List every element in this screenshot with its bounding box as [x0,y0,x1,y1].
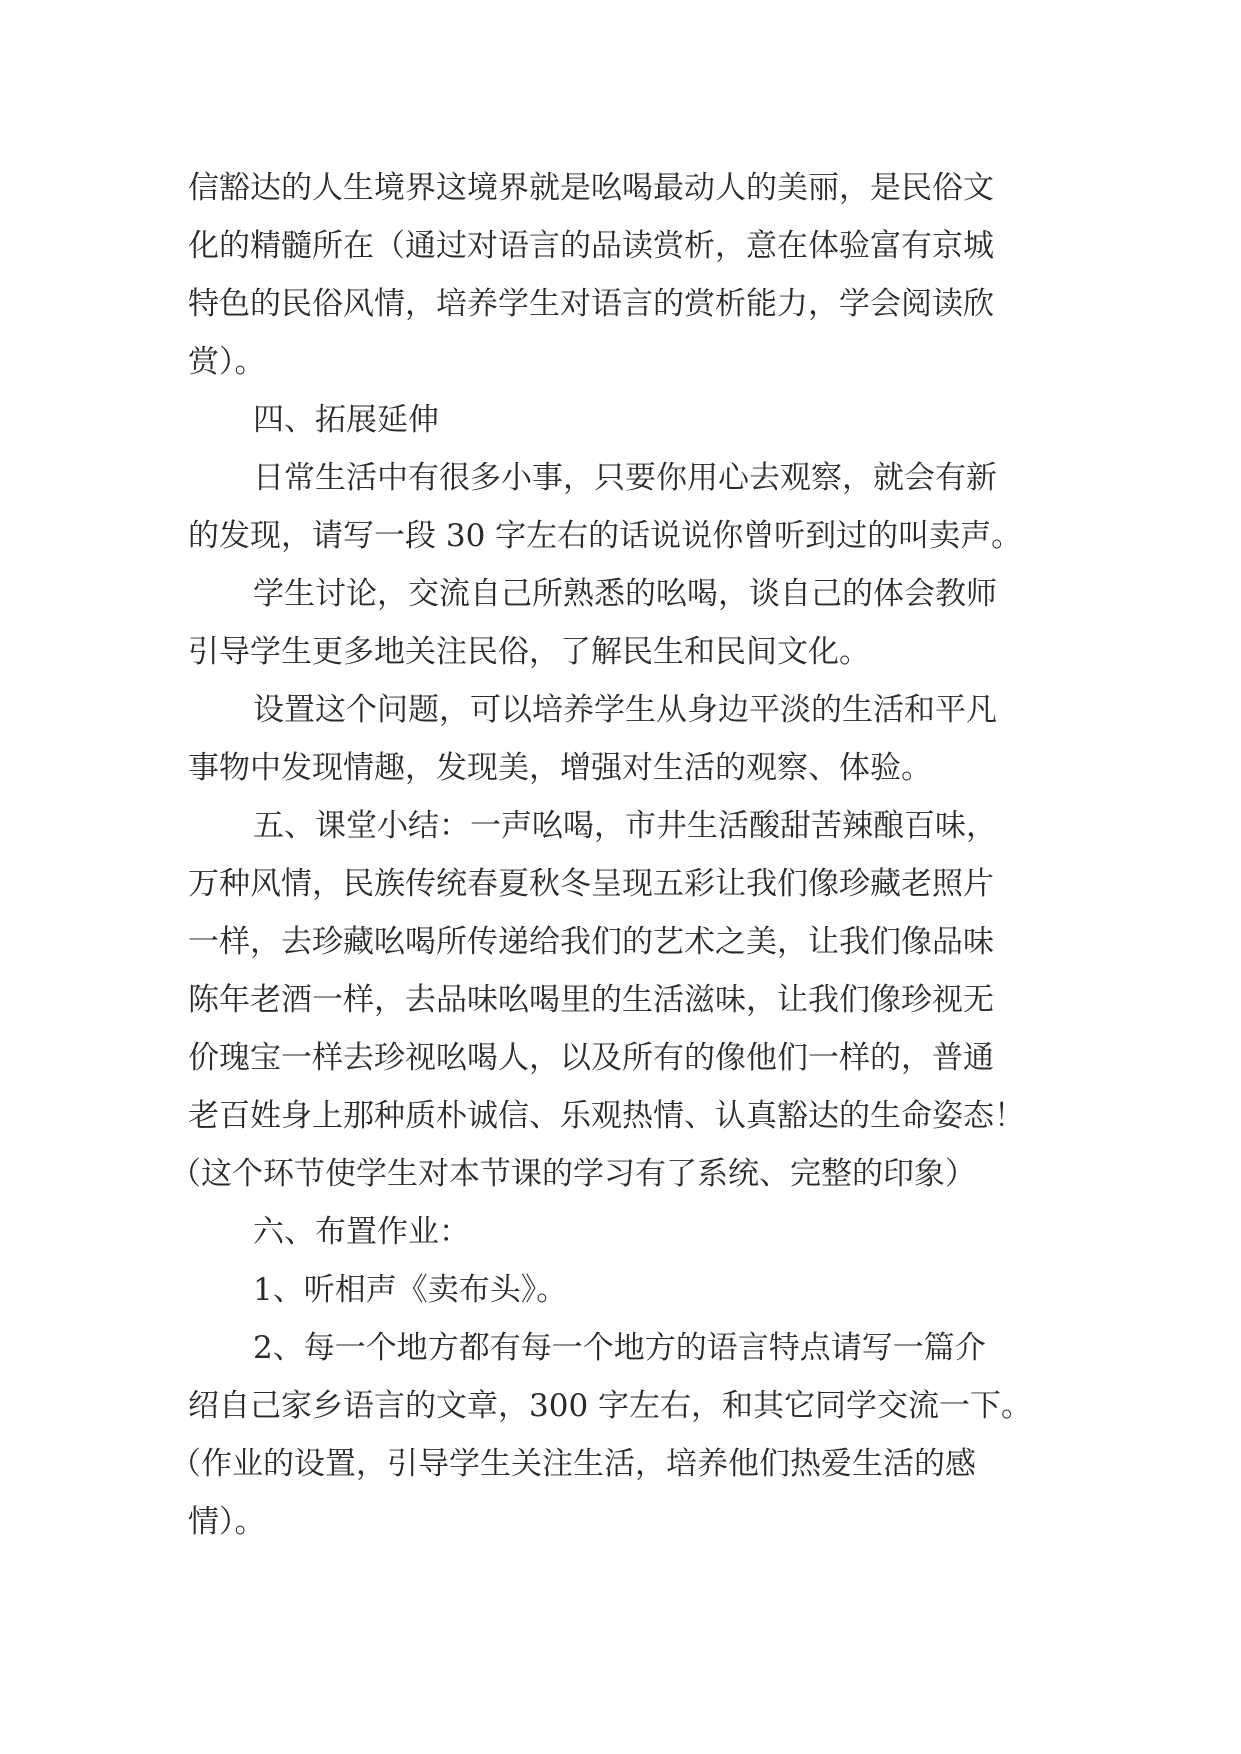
text-line: 老百姓身上那种质朴诚信、乐观热情、认真豁达的生命姿态！ [188,1098,1025,1134]
list-item: 2、每一个地方都有每一个地方的语言特点请写一篇介 [253,1330,986,1366]
text-line: 日常生活中有很多小事，只要你用心去观察，就会有新 [253,460,997,496]
text-line: 信豁达的人生境界这境界就是吆喝最动人的美丽，是民俗文 [188,170,994,206]
section-heading: 四、拓展延伸 [253,402,439,438]
text-line: 化的精髓所在（通过对语言的品读赏析，意在体验富有京城 [188,228,994,264]
section-heading: 六、布置作业： [253,1214,470,1250]
text-line: 价瑰宝一样去珍视吆喝人，以及所有的像他们一样的，普通 [188,1040,994,1076]
text-line: 绍自己家乡语言的文章，300 字左右，和其它同学交流一下。 [188,1388,1033,1424]
section-heading: 五、课堂小结：一声吆喝，市井生活酸甜苦辣酿百味， [253,808,997,844]
text-line: （作业的设置，引导学生关注生活，培养他们热爱生活的感 [170,1446,976,1482]
list-item: 1、听相声《卖布头》。 [253,1272,568,1308]
text-line: 情）。 [188,1504,266,1540]
text-line: 一样，去珍藏吆喝所传递给我们的艺术之美，让我们像品味 [188,924,994,960]
text-line: 的发现，请写一段 30 字左右的话说说你曾听到过的叫卖声。 [188,518,1023,554]
text-line: （这个环节使学生对本节课的学习有了系统、完整的印象） [170,1156,976,1192]
text-line: 赏）。 [188,344,266,380]
text-line: 引导学生更多地关注民俗，了解民生和民间文化。 [188,634,870,670]
text-line: 陈年老酒一样，去品味吆喝里的生活滋味，让我们像珍视无 [188,982,994,1018]
text-line: 事物中发现情趣，发现美，增强对生活的观察、体验。 [188,750,932,786]
text-line: 特色的民俗风情，培养学生对语言的赏析能力，学会阅读欣 [188,286,994,322]
text-line: 设置这个问题，可以培养学生从身边平淡的生活和平凡 [253,692,997,728]
text-line: 万种风情，民族传统春夏秋冬呈现五彩让我们像珍藏老照片 [188,866,994,902]
text-line: 学生讨论，交流自己所熟悉的吆喝，谈自己的体会教师 [253,576,997,612]
